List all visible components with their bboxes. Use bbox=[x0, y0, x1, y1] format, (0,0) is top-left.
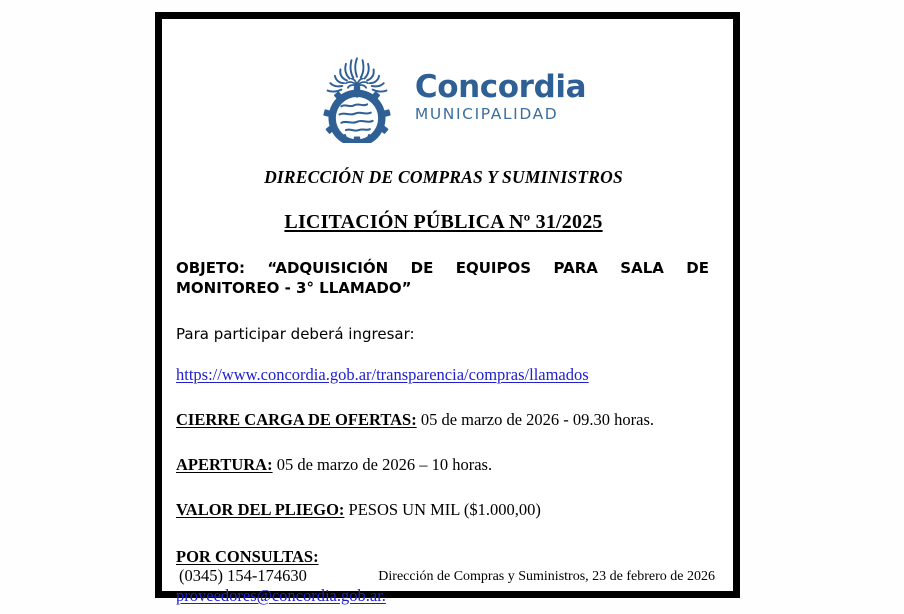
portal-link-line bbox=[176, 365, 711, 385]
objeto-paragraph: OBJETO: “ADQUISICIÓN DE EQUIPOS PARA SALA DE MONITOREO - 3° LLAMADO” bbox=[176, 259, 709, 297]
field-cierre bbox=[176, 409, 711, 430]
letterhead bbox=[176, 51, 711, 143]
field-valor-pliego-label: VALOR DEL PLIEGO: bbox=[176, 500, 345, 520]
consultas-email-link[interactable]: proveedores@concordia.gob.ar. bbox=[176, 585, 386, 605]
document-body bbox=[162, 19, 733, 605]
brand-name: Concordia bbox=[414, 69, 587, 106]
document-footer: Dirección de Compras y Suministros, 23 de febrero de 2026 bbox=[378, 569, 715, 584]
department-heading: DIRECCIÓN DE COMPRAS Y SUMINISTROS bbox=[264, 167, 623, 187]
field-valor-pliego-value: PESOS UN MIL ($1.000,00) bbox=[344, 500, 541, 520]
document-frame bbox=[155, 12, 740, 605]
portal-link[interactable]: https://www.concordia.gob.ar/transparencia/compras/llamados bbox=[176, 364, 589, 384]
field-cierre-label: CIERRE CARGA DE OFERTAS: bbox=[176, 409, 417, 429]
field-apertura-label: APERTURA: bbox=[176, 455, 273, 475]
brand-subtitle: MUNICIPALIDAD bbox=[414, 105, 559, 124]
consultas-phone: (0345) 154-174630 bbox=[179, 566, 307, 586]
field-apertura-value: 05 de marzo de 2026 – 10 horas. bbox=[272, 455, 493, 475]
field-apertura bbox=[176, 454, 711, 475]
participate-text: Para participar deberá ingresar: bbox=[176, 324, 415, 343]
field-cierre-value: 05 de marzo de 2026 - 09.30 horas. bbox=[416, 409, 655, 429]
page-title-text: LICITACIÓN PÚBLICA Nº 31/2025 bbox=[284, 211, 603, 233]
consultas-label: POR CONSULTAS: bbox=[176, 546, 319, 566]
brand-wordmark bbox=[415, 71, 586, 122]
consultas-email-line bbox=[176, 586, 711, 605]
page-title bbox=[176, 211, 711, 234]
field-valor-pliego bbox=[176, 499, 711, 520]
concordia-crest-icon bbox=[311, 51, 403, 143]
